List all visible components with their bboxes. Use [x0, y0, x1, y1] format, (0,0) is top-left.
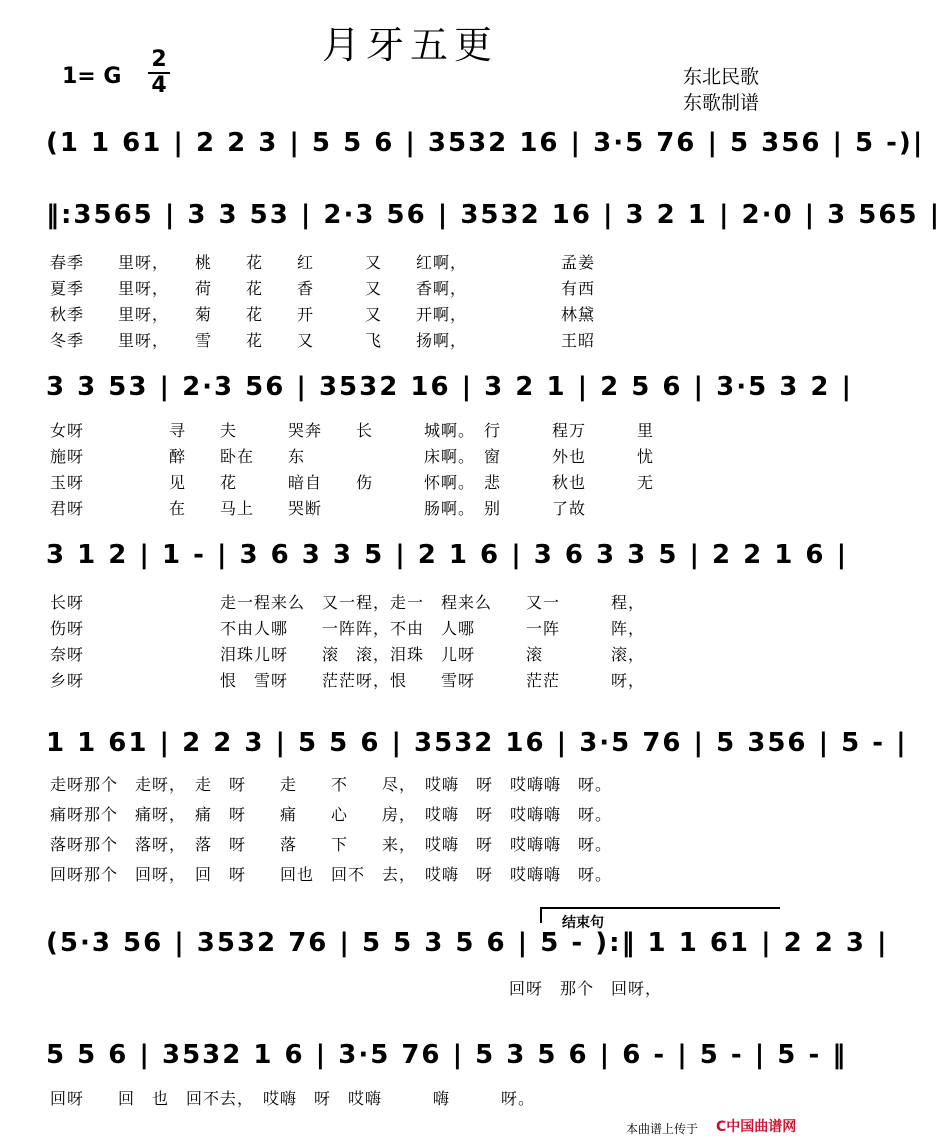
lyric-line-5-2: 痛呀那个 痛呀， 痛 呀 痛 心 房， 哎嗨 呀 哎嗨嗨 呀。 — [50, 805, 613, 824]
lyric-line-5-3: 落呀那个 落呀， 落 呀 落 下 来， 哎嗨 呀 哎嗨嗨 呀。 — [50, 835, 613, 854]
lyric-line-4-4: 乡呀 恨 雪呀 茫茫呀，恨 雪呀 茫茫 呀， — [50, 671, 646, 690]
time-sig-top: 2 — [151, 47, 167, 72]
notation-system-4: 3 1 2 | 1 - | 3 6 3 3 5 | 2 1 6 | 3 6 3 3 5 | 2 2 1 6 | — [46, 540, 849, 570]
footer-text: 本曲谱上传于 — [626, 1122, 699, 1136]
coda-bracket — [540, 907, 780, 909]
lyric-line-2-3: 秋季 里呀， 菊 花 开 又 开啊， 林黛 — [50, 305, 596, 324]
notation-system-6: (5·3 56 | 3532 76 | 5 5 3 5 6 | 5 - ):‖ 1 1 61 | 2 2 3 | — [46, 928, 889, 958]
page-title: 月牙五更 — [321, 23, 498, 67]
lyric-line-3-1: 女呀 寻 夫 哭奔 长 城啊。 行 程万 里 — [50, 421, 655, 440]
coda-bracket-left — [540, 907, 542, 923]
lyric-line-3-4: 君呀 在 马上 哭断 肠啊。 别 了故 — [50, 499, 587, 518]
credit-transcriber: 东歌制谱 — [683, 92, 760, 114]
credit-origin: 东北民歌 — [683, 66, 760, 88]
lyric-line-3-3: 玉呀 见 花 暗自 伤 怀啊。 悲 秋也 无 — [50, 473, 655, 492]
lyric-line-7-1: 回呀 回 也 回不去， 哎嗨 呀 哎嗨 嗨 呀。 — [50, 1089, 536, 1108]
notation-system-7: 5 5 6 | 3532 1 6 | 3·5 76 | 5 3 5 6 | 6 - | 5 - | 5 - ‖ — [46, 1040, 848, 1070]
lyric-line-2-2: 夏季 里呀， 荷 花 香 又 香啊， 有西 — [50, 279, 596, 298]
notation-system-1: (1 1 61 | 2 2 3 | 5 5 6 | 3532 16 | 3·5 76 | 5 356 | 5 -)| — [46, 128, 925, 158]
lyric-line-4-3: 奈呀 泪珠儿呀 滚 滚，泪珠 儿呀 滚 滚， — [50, 645, 646, 664]
logo-mark: C — [716, 1119, 727, 1135]
key-signature: 1= G — [62, 64, 122, 89]
lyric-line-2-1: 春季 里呀， 桃 花 红 又 红啊， 孟姜 — [50, 253, 596, 272]
lyric-line-3-2: 施呀 醉 卧在 东 床啊。 窗 外也 忧 — [50, 447, 655, 466]
notation-system-2: ‖:3565 | 3 3 53 | 2·3 56 | 3532 16 | 3 2 1 | 2·0 | 3 565 | — [46, 200, 941, 230]
site-logo — [716, 1116, 796, 1136]
lyric-line-5-1: 走呀那个 走呀， 走 呀 走 不 尽， 哎嗨 呀 哎嗨嗨 呀。 — [50, 775, 613, 794]
notation-system-3: 3 3 53 | 2·3 56 | 3532 16 | 3 2 1 | 2 5 6 | 3·5 3 2 | — [46, 372, 853, 402]
lyric-line-4-2: 伤呀 不由人哪 一阵阵，不由 人哪 一阵 阵， — [50, 619, 646, 638]
time-sig-bottom: 4 — [148, 72, 170, 98]
notation-system-5: 1 1 61 | 2 2 3 | 5 5 6 | 3532 16 | 3·5 76 | 5 356 | 5 - | — [46, 728, 908, 758]
lyric-line-5-4: 回呀那个 回呀， 回 呀 回也 回不 去， 哎嗨 呀 哎嗨嗨 呀。 — [50, 865, 613, 884]
lyric-line-6-1: 回呀 那个 回呀， — [50, 979, 663, 998]
lyric-line-2-4: 冬季 里呀， 雪 花 又 飞 扬啊， 王昭 — [50, 331, 596, 350]
time-signature — [148, 48, 170, 98]
coda-label: 结束句 — [562, 915, 604, 931]
logo-text: 中国曲谱网 — [726, 1119, 797, 1135]
lyric-line-4-1: 长呀 走一程来么 又一程，走一 程来么 又一 程， — [50, 593, 646, 612]
